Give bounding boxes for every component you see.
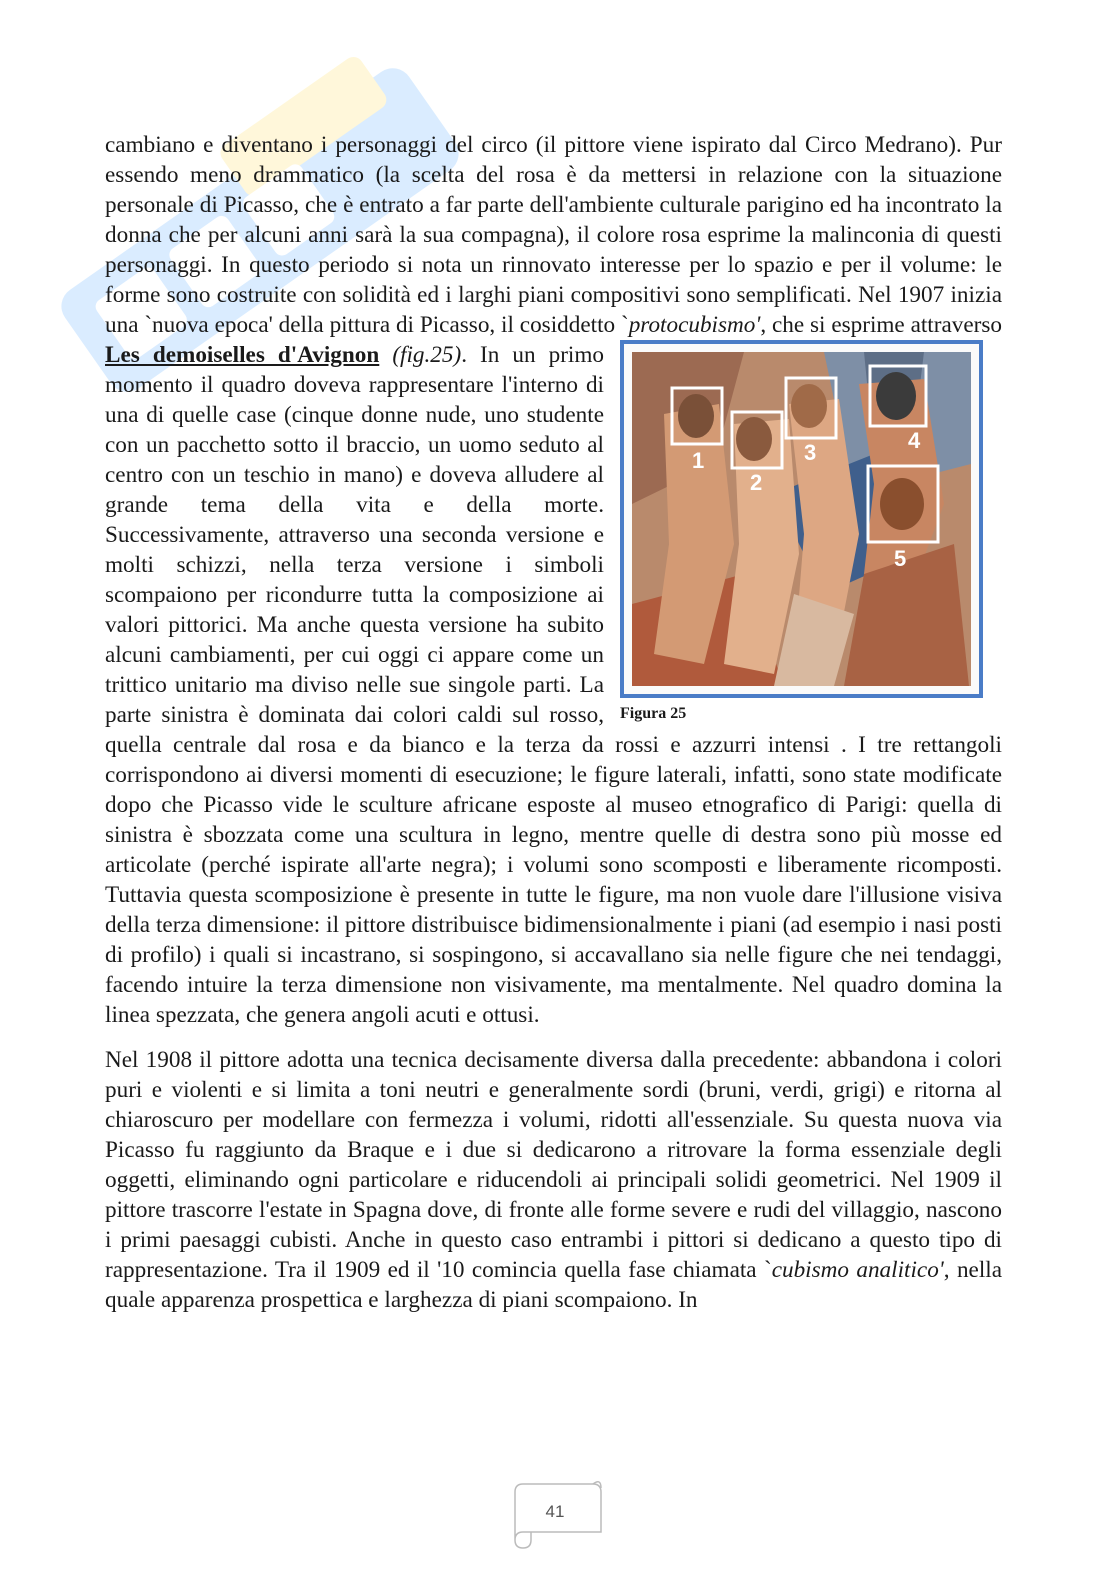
text-run: cambiano e diventano i personaggi del circo (il pittore viene ispirato dal Circo Medrano). Pur essendo meno drammatico (la scelta del rosa è da mettersi in relazione con la situazione personale di Picasso, che è entrato a far parte dell'ambiente culturale parigino ed ha incontrato la donna che per alcuni anni sarà la sua compagna), il colore rosa esprime la malinconia di questi personaggi. In questo periodo si nota un rinnovato interesse per lo spazio e per il volume: le forme sono costruite con solidità ed i larghi piani compositivi sono semplificati. Nel 1907 inizia una `nuova epoca' della pittura di Picasso, il cosiddetto `: [105, 132, 1002, 338]
figure-reference: (fig.25): [392, 342, 462, 368]
marker-2: 2: [750, 470, 763, 495]
paragraph-2: [105, 1045, 1002, 1315]
figure-25: [620, 340, 1002, 724]
text-run: Nel 1908 il pittore adotta una tecnica decisamente diversa dalla precedente: abbandona i colori puri e violenti e si limita a toni neutri e generalmente sordi (bruni, verdi, grigi) e ritorna al chiaroscuro per modellare con fermezza i volumi, ridotti all'essenziale. Su questa nuova via Picasso fu raggiunto da Braque e i due si dedicarono a ritrovare la forma essenziale degli oggetti, eliminando ogni particolare e riducendoli ai principali solidi geometrici. Nel 1909 il pittore trascorre l'estate in Spagna dove, di fronte alle forme severe e rudi del villaggio, nascono i primi paesaggi cubisti. Anche in questo caso entrambi i pittori si dedicano a questo tipo di rappresentazione. Tra il 1909 ed il '10 comincia quella fase chiamata `: [105, 1047, 1002, 1283]
page-number: 41: [545, 1502, 565, 1521]
figure-image-frame: [620, 340, 983, 698]
artwork-title-link[interactable]: Les demoiselles d'Avignon: [105, 342, 380, 368]
figure-caption: Figura 25: [620, 705, 687, 722]
painting-image: [624, 344, 979, 694]
text-run: . In un primo momento il quadro doveva rappresentare l'interno di una di quelle case (cinque donne nude, uno studente con un pacchetto sotto il braccio, un uomo seduto al centro con un teschio in mano) e doveva alludere al grande tema della vita e della morte. Successivamente, attraverso una seconda versione e molti schizzi, nella terza versione i simboli scompaiono per ricondurre tutta la composizione ai valori pittorici. Ma anche questa versione ha subito alcuni cambiamenti, per cui oggi ci appare come un trittico unitario ma diviso nelle sue singole parti. La parte sinistra è dominata dai colori caldi sul rosso, quella centrale dal rosa e da bianco e la terza da rossi e azzurri intensi . I tre rettangoli corrispondono ai diversi momenti di esecuzione; le figure laterali, infatti, sono state modificate dopo che Picasso vide le sculture africane esposte al museo etnografico di Parigi: quella di sinistra è sbozzata come una scultura in legno, mentre quelle di destra sono più mosse ed articolate (perché ispirate all'arte negra); i volumi sono scomposti e liberamente ricomposti. Tuttavia questa scomposizione è presente in tutte le figure, ma non vuole dare l'illusione visiva della terza dimensione: il pittore distribuisce bidimensionalmente i piani (ad esempio i nasi posti di profilo) i quali si incastrano, si sospingono, si accavallano sia nelle figure che nei tendaggi, facendo intuire la terza dimensione non visivamente, ma mentalmente. Nel quadro domina la linea spezzata, che genera angoli acuti e ottusi.: [105, 342, 1002, 1028]
marker-5: 5: [894, 546, 907, 571]
document-body: [105, 130, 1002, 1315]
marker-3: 3: [804, 440, 817, 465]
marker-4: 4: [908, 428, 921, 453]
page-number-scroll: [505, 1478, 605, 1554]
paragraph-1: [105, 130, 1002, 1030]
italic-term: protocubismo': [628, 312, 761, 338]
text-run: , nella quale apparenza prospettica e larghezza di piani scompaiono. In: [105, 1257, 1002, 1313]
marker-1: 1: [692, 448, 705, 473]
text-run: , che si esprime attraverso: [760, 312, 1002, 338]
text-run: [379, 342, 392, 368]
italic-term: cubismo analitico': [771, 1257, 944, 1283]
